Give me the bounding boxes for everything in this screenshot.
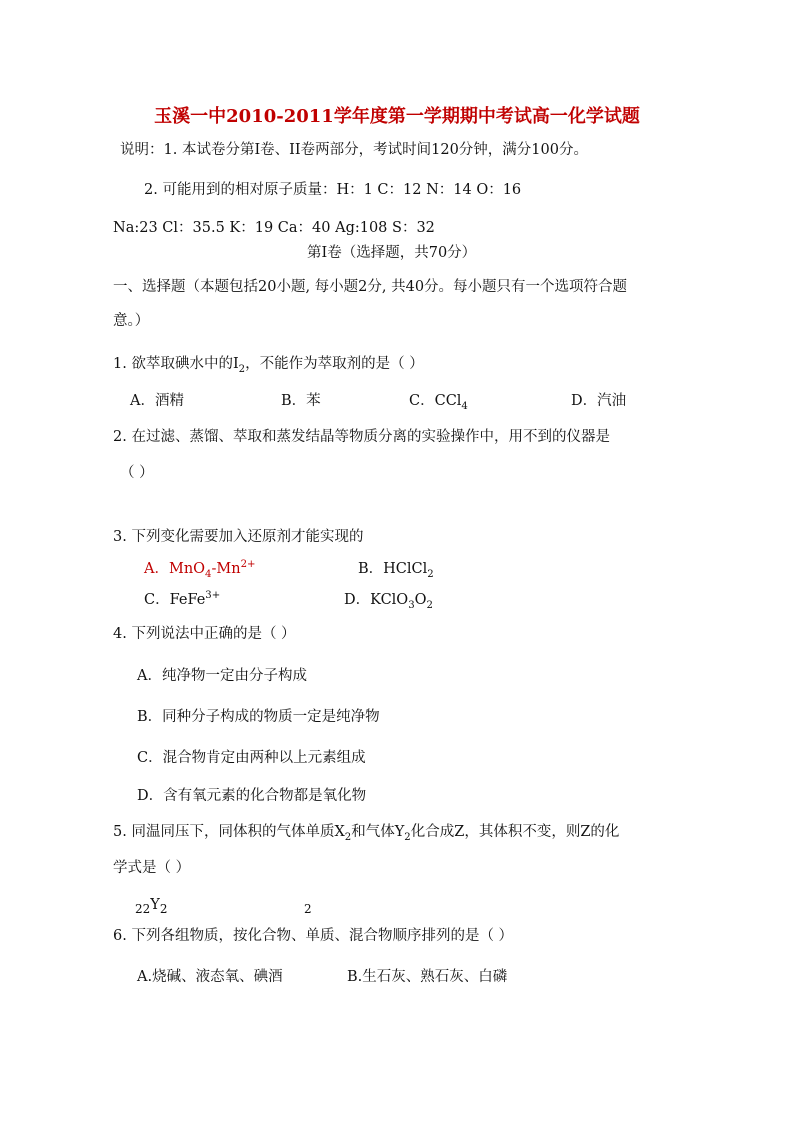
notes-line-3: Na:23 Cl：35.5 K：19 Ca：40 Ag:108 S：32 [113, 220, 435, 236]
question-2-stem-line-1: 2. 在过滤、蒸馏、萃取和蒸发结晶等物质分离的实验操作中，用不到的仪器是 [113, 429, 610, 445]
question-2-stem-line-2: （ ） [120, 465, 154, 481]
question-6-stem: 6. 下列各组物质，按化合物、单质、混合物顺序排列的是（ ） [113, 928, 514, 944]
question-4-stem: 4. 下列说法中正确的是（ ） [113, 626, 296, 642]
question-5-options-fragment-2: 2 [304, 902, 312, 916]
question-1-stem: 1. 欲萃取碘水中的$I_2$，不能作为萃取剂的是（ ） [113, 356, 424, 375]
question-1-option-b: B．苯 [281, 393, 321, 409]
question-4-option-d: D．含有氧元素的化合物都是氧化物 [137, 788, 367, 804]
question-3-option-d: D．$KClO_3O_2$ [344, 592, 433, 611]
question-3-option-b: B．HClCl$_2$ [358, 561, 434, 580]
question-4-option-b: B．同种分子构成的物质一定是纯净物 [137, 709, 380, 725]
question-4-option-a: A．纯净物一定由分子构成 [137, 668, 307, 684]
question-5-stem-line-1: 5. 同温同压下，同体积的气体单质$X_2$和气体$Y_2$化合成Z，其体积不变，则Z的化 [113, 824, 620, 843]
question-1-option-c: C．CCl$_4$ [409, 393, 468, 412]
question-3-stem: 3. 下列变化需要加入还原剂才能实现的 [113, 529, 364, 545]
question-6-option-b: B.生石灰、熟石灰、白磷 [347, 969, 508, 985]
question-3-option-a: A．$MnO_4-Mn^{2+}$ [144, 559, 256, 580]
section-heading: 第I卷（选择题，共70分） [307, 245, 477, 261]
question-4-option-c: C．混合物肯定由两种以上元素组成 [137, 750, 366, 766]
section-intro-line-2: 意。） [113, 313, 150, 329]
question-1-option-d: D．汽油 [571, 393, 627, 409]
question-6-option-a: A.烧碱、液态氧、碘酒 [137, 969, 283, 985]
question-5-options-fragment: $_{22}Y_2$ [135, 897, 168, 916]
notes-line-1: 说明：1. 本试卷分第I卷、II卷两部分，考试时间120分钟，满分100分。 [120, 142, 588, 158]
question-1-option-a: A．酒精 [130, 393, 184, 409]
section-intro-line-1: 一、选择题（本题包括20小题, 每小题2分, 共40分。每小题只有一个选项符合题 [113, 279, 628, 295]
question-3-option-c: C．FeFe$^{3+}$ [144, 590, 221, 608]
question-5-stem-line-2: 学式是（ ） [113, 860, 191, 876]
notes-line-2: 2. 可能用到的相对原子质量：H：1 C：12 N：14 O：16 [144, 182, 522, 198]
exam-title: 玉溪一中2010-2011学年度第一学期期中考试高一化学试题 [154, 106, 640, 127]
